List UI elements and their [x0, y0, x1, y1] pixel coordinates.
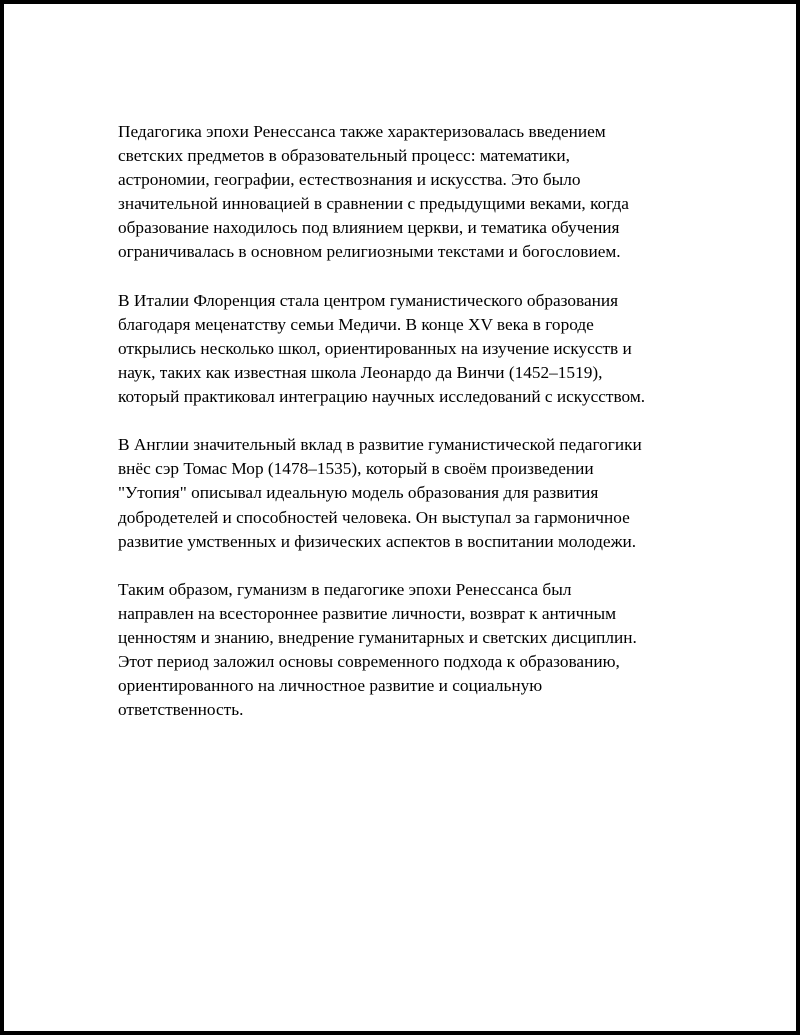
text-line: развитие умственных и физических аспектов в воспитании молодежи. [118, 531, 637, 551]
document-body [118, 120, 698, 746]
text-line: направлен на всестороннее развитие личности, возврат к античным [118, 603, 617, 623]
text-line: внёс сэр Томас Мор (1478–1535), который в своём произведении [118, 459, 594, 479]
text-line: светских предметов в образовательный процесс: математики, [118, 146, 570, 166]
text-line: наук, таких как известная школа Леонардо да Винчи (1452–1519), [118, 362, 603, 382]
text-line: Этот период заложил основы современного подхода к образованию, [118, 652, 620, 672]
text-line: астрономии, географии, естествознания и искусства. Это было [118, 170, 581, 190]
paragraph-2 [118, 289, 698, 409]
paragraph-3 [118, 433, 698, 553]
text-line: Таким образом, гуманизм в педагогике эпохи Ренессанса был [118, 579, 572, 599]
text-line: значительной инновацией в сравнении с предыдущими веками, когда [118, 194, 629, 214]
paragraph-4 [118, 578, 698, 723]
text-line: образование находилось под влиянием церкви, и тематика обучения [118, 218, 620, 238]
text-line: добродетелей и способностей человека. Он выступал за гармоничное [118, 507, 630, 527]
text-line: ответственность. [118, 700, 244, 720]
text-line: открылись несколько школ, ориентированных на изучение искусств и [118, 338, 632, 358]
paragraph-1 [118, 120, 698, 265]
text-line: благодаря меценатству семьи Медичи. В конце XV века в городе [118, 314, 594, 334]
text-line: ограничивалась в основном религиозными текстами и богословием. [118, 242, 621, 262]
text-line: ценностям и знанию, внедрение гуманитарных и светских дисциплин. [118, 627, 637, 647]
text-line: В Италии Флоренция стала центром гуманистического образования [118, 290, 619, 310]
text-line: "Утопия" описывал идеальную модель образования для развития [118, 483, 599, 503]
text-line: Педагогика эпохи Ренессанса также характеризовалась введением [118, 122, 606, 141]
text-line: ориентированного на личностное развитие и социальную [118, 676, 543, 696]
text-line: В Англии значительный вклад в развитие гуманистической педагогики [118, 435, 642, 455]
text-line: который практиковал интеграцию научных исследований с искусством. [118, 387, 646, 407]
